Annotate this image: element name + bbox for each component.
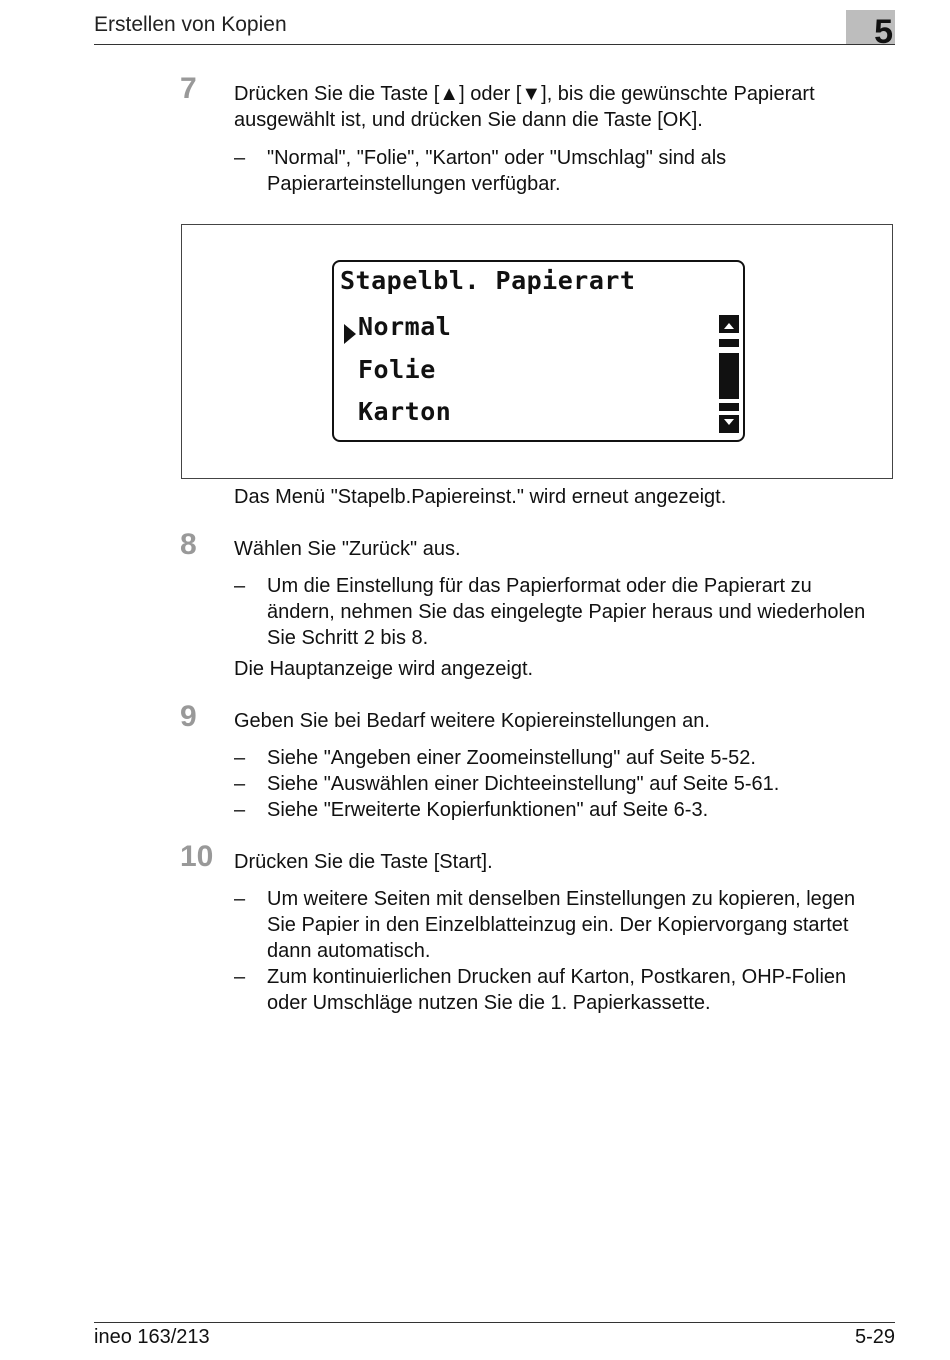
chapter-number: 5: [874, 13, 893, 51]
step-7-line-2: ausgewählt ist, und drücken Sie dann die Taste [OK].: [234, 109, 703, 131]
step-number-8: 8: [180, 528, 197, 561]
bullet-dash: –: [234, 147, 246, 169]
chapter-tab: [846, 10, 895, 51]
step-8-result: Die Hauptanzeige wird angezeigt.: [234, 658, 534, 680]
bullet-dash: –: [234, 888, 246, 910]
step-10-bullet-1-line-1: Um weitere Seiten mit denselben Einstellungen zu kopieren, legen: [267, 888, 856, 910]
footer-rule: [94, 1322, 895, 1323]
after-figure-text: Das Menü "Stapelb.Papiereinst." wird erneut angezeigt.: [234, 486, 727, 508]
step-10-bullet-2-line-2: oder Umschläge nutzen Sie die 1. Papierkassette.: [267, 992, 711, 1014]
step-7-bullet-line-2: Papierarteinstellungen verfügbar.: [267, 173, 561, 195]
bullet-dash: –: [234, 799, 246, 821]
step-7-text: [234, 81, 894, 133]
header-rule: [94, 44, 895, 45]
scroll-down-icon: [719, 415, 739, 433]
scroll-up-icon: [719, 315, 739, 333]
step-9-bullet-1-text: Siehe "Angeben einer Zoomeinstellung" auf Seite 5-52.: [267, 747, 756, 769]
step-9-bullet-3-text: Siehe "Erweiterte Kopierfunktionen" auf Seite 6-3.: [267, 799, 709, 821]
display-figure: [181, 224, 893, 479]
scroll-thumb: [719, 353, 739, 399]
step-8-bullet-line-1: Um die Einstellung für das Papierformat oder die Papierart zu: [267, 575, 812, 597]
step-7-bullet-line-1: "Normal", "Folie", "Karton" oder "Umschlag" sind als: [267, 147, 727, 169]
lcd-item-normal: Normal: [358, 312, 452, 341]
step-8-bullet-line-2: ändern, nehmen Sie das eingelegte Papier heraus und wiederholen: [267, 601, 866, 623]
step-8-text: Wählen Sie "Zurück" aus.: [234, 538, 461, 560]
step-number-9: 9: [180, 700, 197, 733]
step-8-bullet-line-3: Sie Schritt 2 bis 8.: [267, 627, 429, 649]
step-9-text: Geben Sie bei Bedarf weitere Kopiereinstellungen an.: [234, 710, 710, 732]
lcd-item-karton: Karton: [358, 397, 452, 426]
step-number-7: 7: [180, 72, 197, 105]
selection-cursor-icon: [344, 324, 356, 344]
bullet-dash: –: [234, 575, 246, 597]
bullet-dash: –: [234, 773, 246, 795]
step-7-line-1: Drücken Sie die Taste [▲] oder [▼], bis die gewünschte Papierart: [234, 83, 815, 105]
step-number-10: 10: [180, 840, 214, 873]
step-10-bullet-1-line-2: Sie Papier in den Einzelblatteinzug ein. Der Kopiervorgang startet: [267, 914, 849, 936]
lcd-item-folie: Folie: [358, 355, 436, 384]
footer-page-number: 5-29: [854, 1326, 895, 1348]
step-10-text: Drücken Sie die Taste [Start].: [234, 851, 493, 873]
running-header-title: Erstellen von Kopien: [94, 13, 287, 36]
bullet-dash: –: [234, 747, 246, 769]
bullet-dash: –: [234, 966, 246, 988]
footer-model: ineo 163/213: [94, 1326, 210, 1348]
step-10-bullet-1-line-3: dann automatisch.: [267, 940, 431, 962]
lcd-title: Stapelbl. Papierart: [340, 266, 636, 295]
lcd-screen: [332, 260, 745, 442]
lcd-scrollbar: [719, 315, 739, 433]
step-9-bullet-2-text: Siehe "Auswählen einer Dichteeinstellung" auf Seite 5-61.: [267, 773, 780, 795]
step-10-bullet-2-line-1: Zum kontinuierlichen Drucken auf Karton, Postkaren, OHP-Folien: [267, 966, 847, 988]
